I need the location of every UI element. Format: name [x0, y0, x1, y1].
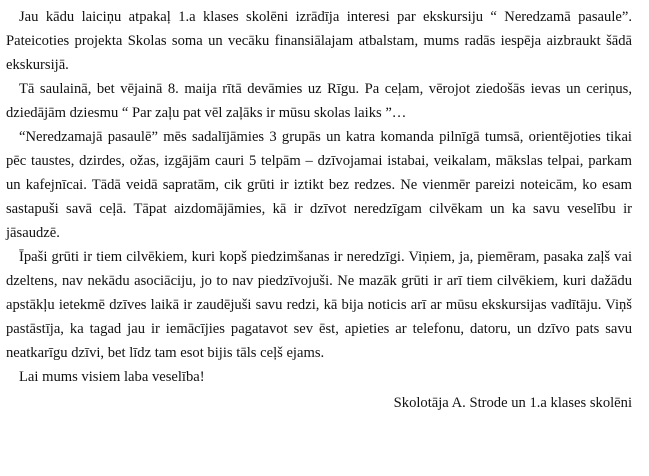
paragraph-experience: “Neredzamajā pasaulē” mēs sadalījāmies 3 grupās un katra komanda pilnīgā tumsā, orientējoties tikai pēc taustes, dzirdes, ožas, izgājām cauri 5 telpām – dzīvojamai istabai, veikalam, mākslas telpai, parkam un kafejnīcai. Tādā veidā sapratām, cik grūti ir iztikt bez redzes. Ne vienmēr pareizi noteicām, ko esam sastapuši savā ceļā. Tāpat aizdomājāmies, kā ir dzīvot neredzīgam cilvēkam un ka savu veselību ir jāsaudzē. — [6, 129, 632, 241]
paragraph-reflection: Īpaši grūti ir tiem cilvēkiem, kuri kopš piedzimšanas ir neredzīgi. Viņiem, ja, piemēram, pasaka zaļš vai dzeltens, nav nekādu asociāciju, jo to nav piedzīvojuši. Ne mazāk grūti ir arī tiem cilvēkiem, kuri dažādu apstākļu ietekmē dzīves laikā ir zaudējuši savu redzi, kā bija noticis arī ar mūsu ekskursijas vadītāju. Viņš pastāstīja, ka tagad jau ir iemācījies pagatavot sev ēst, apieties ar telefonu, datoru, un dzīvo pats savu neatkarīgu dzīvi, bet līdz tam esot bijis tāls ceļš ejams. — [6, 249, 632, 361]
paragraph-wish: Lai mums visiem laba veselība! — [19, 369, 205, 385]
paragraph-intro: Jau kādu laiciņu atpakaļ 1.a klases skolēni izrādīja interesi par ekskursiju “ Neredzamā pasaule”. Pateicoties projekta Skolas soma un vecāku finansiālajam atbalstam, mums radās iespēja aizbraukt šādā ekskursijā. — [6, 9, 632, 73]
signature: Skolotāja A. Strode un 1.a klases skolēni — [393, 395, 632, 411]
paragraph-journey: Tā saulainā, bet vējainā 8. maija rītā devāmies uz Rīgu. Pa ceļam, vērojot ziedošās ievas un ceriņus, dziedājām dziesmu “ Par zaļu pat vēl zaļāks ir mūsu skolas laiks ”… — [6, 81, 632, 121]
document-body — [6, 5, 632, 415]
